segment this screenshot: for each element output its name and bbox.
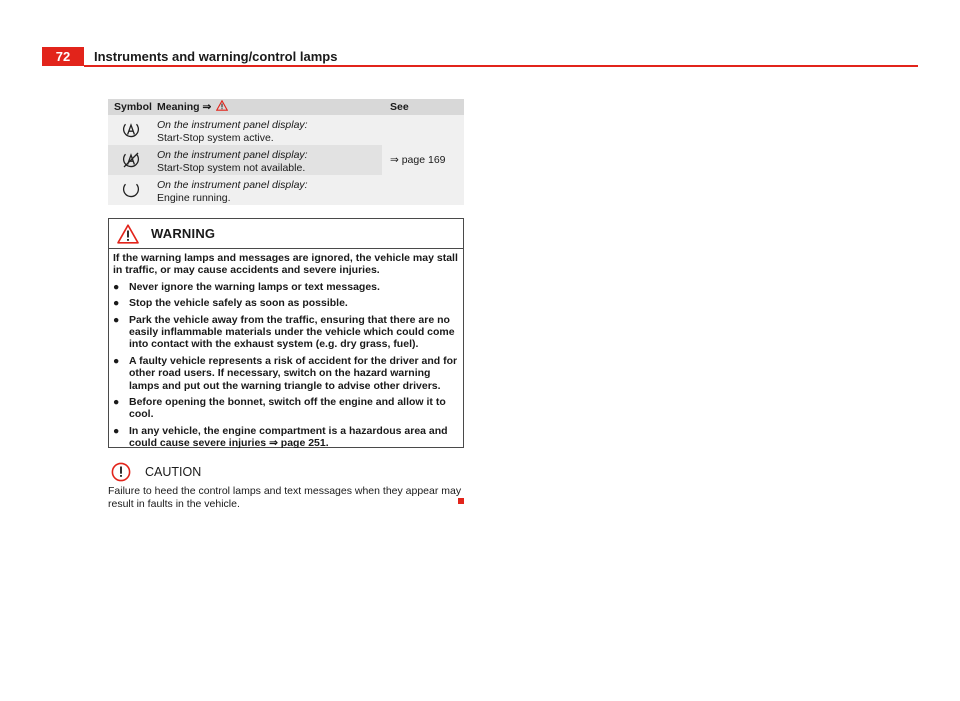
list-item-text: A faulty vehicle represents a risk of accident for the driver and for other road users. If necessary, switch on the hazard warning lamps and put out the warning triangle to advise other drivers. [129, 354, 458, 392]
column-header-symbol: Symbol [114, 101, 152, 113]
list-item-text: Park the vehicle away from the traffic, ensuring that there are no easily inflammable materials under the vehicle which could come into contact with the exhaust system (e.g. dry grass, fuel). [129, 313, 455, 351]
warning-triangle-icon [117, 224, 139, 244]
start-stop-active-icon [121, 120, 141, 140]
caution-header [108, 459, 464, 485]
table-row [108, 175, 382, 205]
bullet-icon: ● [113, 297, 120, 310]
table-body [108, 115, 464, 205]
engine-running-icon [121, 180, 141, 200]
see-page-reference[interactable]: ⇒ page 169 [390, 153, 446, 166]
bullet-icon: ● [113, 313, 120, 326]
list-item-text: Stop the vehicle safely as soon as possible. [129, 297, 348, 310]
list-item [113, 281, 459, 293]
row-italic-label: On the instrument panel display: [157, 179, 308, 191]
caution-text: Failure to heed the control lamps and text messages when they appear may result in faults in the vehicle. [108, 485, 462, 510]
column-header-meaning [154, 99, 382, 115]
section-end-marker [458, 498, 464, 504]
row-meaning: Start-Stop system active. [157, 132, 274, 144]
bullet-icon: ● [113, 424, 120, 437]
list-item-text: Before opening the bonnet, switch off the engine and allow it to cool. [129, 396, 446, 421]
table-row [108, 145, 382, 175]
warning-header [109, 219, 463, 249]
row-meaning: Engine running. [157, 192, 231, 204]
header-rule [84, 65, 918, 67]
caution-label: CAUTION [145, 464, 202, 479]
list-item [113, 396, 459, 421]
bullet-icon: ● [113, 354, 120, 367]
bullet-icon: ● [113, 280, 120, 293]
warning-triangle-icon [216, 100, 228, 111]
column-header-see: See [390, 101, 409, 113]
warning-intro: If the warning lamps and messages are ignored, the vehicle may stall in traffic, or may cause accidents and severe injuries. [113, 252, 458, 277]
row-italic-label: On the instrument panel display: [157, 119, 308, 131]
column-header-meaning-label: Meaning ⇒ [157, 101, 212, 113]
warning-body [109, 249, 463, 450]
list-item-text: Never ignore the warning lamps or text messages. [129, 280, 380, 293]
list-item [113, 314, 459, 351]
table-row [108, 115, 382, 145]
bullet-icon: ● [113, 396, 120, 409]
start-stop-unavailable-icon [121, 150, 141, 170]
list-item-text: In any vehicle, the engine compartment is a hazardous area and could cause severe injuries ⇒ page 251. [129, 424, 448, 450]
caution-exclamation-icon [111, 462, 131, 482]
row-meaning: Start-Stop system not available. [157, 162, 306, 174]
page-number: 72 [42, 47, 84, 66]
warning-label: WARNING [151, 226, 216, 241]
symbol-table [108, 99, 464, 205]
caution-section [108, 459, 464, 511]
list-item [113, 297, 459, 309]
table-header [108, 99, 464, 115]
list-item [113, 355, 459, 392]
list-item [113, 425, 459, 450]
warning-box [108, 218, 464, 448]
page-title: Instruments and warning/control lamps [94, 49, 338, 64]
row-italic-label: On the instrument panel display: [157, 149, 308, 161]
